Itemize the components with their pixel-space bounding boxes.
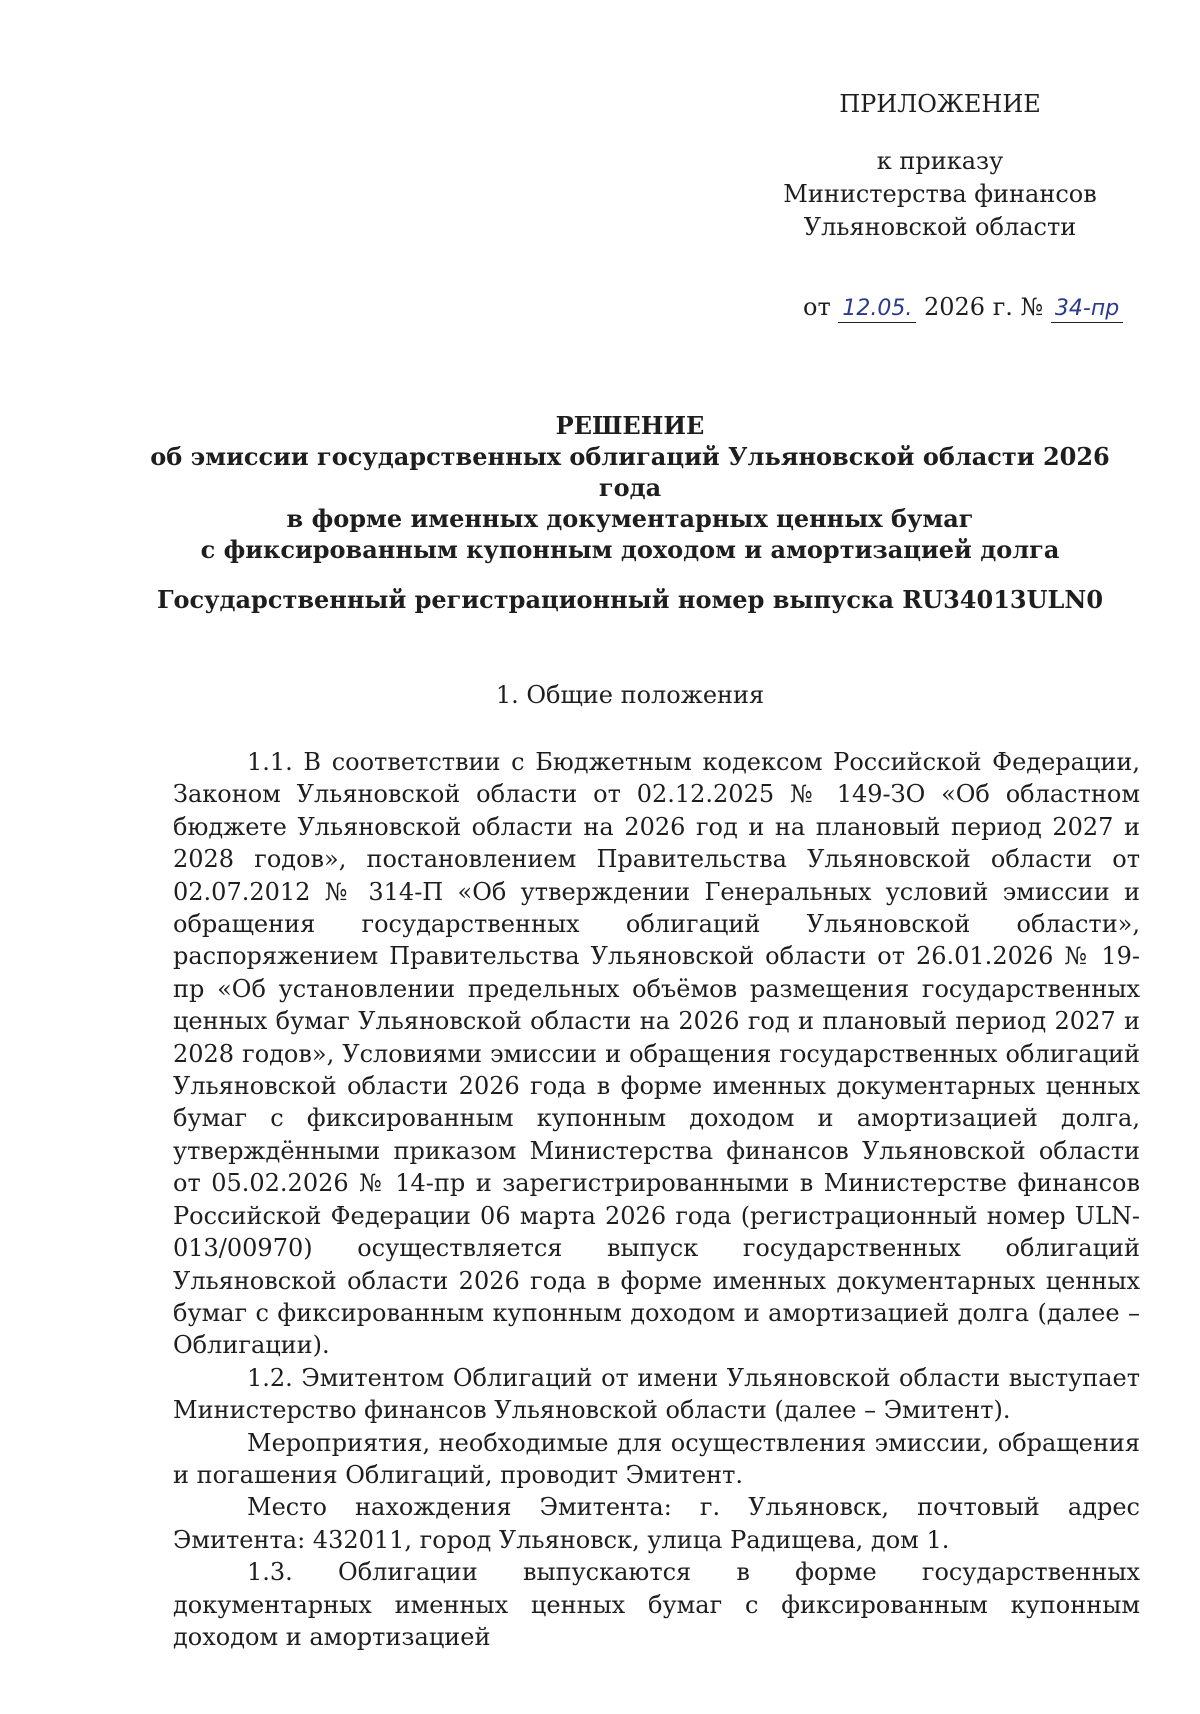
order-year: 2026 г. № [924,293,1044,321]
decision-subtitle-2: в форме именных документарных ценных бумаг [286,504,974,533]
document-body [173,746,1140,1653]
decision-subtitle-3: с фиксированным купонным доходом и амортизацией долга [200,535,1060,564]
order-prefix: от [803,293,831,321]
decision-subtitle-1: об эмиссии государственных облигаций Ульяновской области 2026 года [150,442,1110,502]
order-number-handwritten: 34-пр [1051,296,1123,323]
appendix-line-1: к приказу [876,147,1004,175]
appendix-title: ПРИЛОЖЕНИЕ [839,90,1041,118]
section-title: 1. Общие положения [495,681,765,709]
paragraph: Место нахождения Эмитента: г. Ульяновск, почтовый адрес Эмитента: 432011, город Ульяновск, улица Радищева, дом 1. [173,1493,1140,1554]
order-date-handwritten: 12.05. [838,296,916,323]
paragraph: 1.3. Облигации выпускаются в форме государственных документарных именных ценных бумаг с фиксированным купонным доходом и амортизацией [173,1558,1140,1651]
paragraph: Мероприятия, необходимые для осуществления эмиссии, обращения и погашения Облигаций, проводит Эмитент. [173,1428,1140,1489]
appendix-line-3: Ульяновской области [803,213,1077,241]
decision-heading [120,410,1140,565]
registration-number: Государственный регистрационный номер выпуска RU34013ULN0 [156,585,1104,614]
paragraph: 1.2. Эмитентом Облигаций от имени Ульяновской области выступает Министерство финансов Ульяновской области (далее – Эмитент). [173,1363,1140,1425]
order-date-line [803,291,1123,324]
paragraph: 1.1. В соответствии с Бюджетным кодексом Российской Федерации, Законом Ульяновской области от 02.12.2025 № 149-ЗО «Об областном бюджете Ульяновской области на 2026 год и на плановый период 2027 и 2028 годов», постановлением Правительства Ульяновской области от 02.07.2012 № 314-П «Об утверждении Генеральных условий эмиссии и обращения государственных облигаций Ульяновской области», распоряжением Правительства Ульяновской области от 26.01.2026 № 19-пр «Об установлении предельных объёмов размещения государственных ценных бумаг Ульяновской области на 2026 год и плановый период 2027 и 2028 годов», Условиями эмиссии и обращения государственных облигаций Ульяновской области 2026 года в форме именных документарных ценных бумаг с фиксированным купонным доходом и амортизацией долга, утверждёнными приказом Министерства финансов Ульяновской области от 05.02.2026 № 14-пр и зарегистрированными в Министерстве финансов Российской Федерации 06 марта 2026 года (регистрационный номер ULN-013/00970) осуществляется выпуск государственных облигаций Ульяновской области 2026 года в форме именных документарных ценных бумаг с фиксированным купонным доходом и амортизацией долга (далее – Облигации). [173,748,1140,1360]
appendix-line-2: Министерства финансов [783,180,1097,208]
decision-title: РЕШЕНИЕ [555,411,705,440]
appendix-block [760,88,1120,244]
